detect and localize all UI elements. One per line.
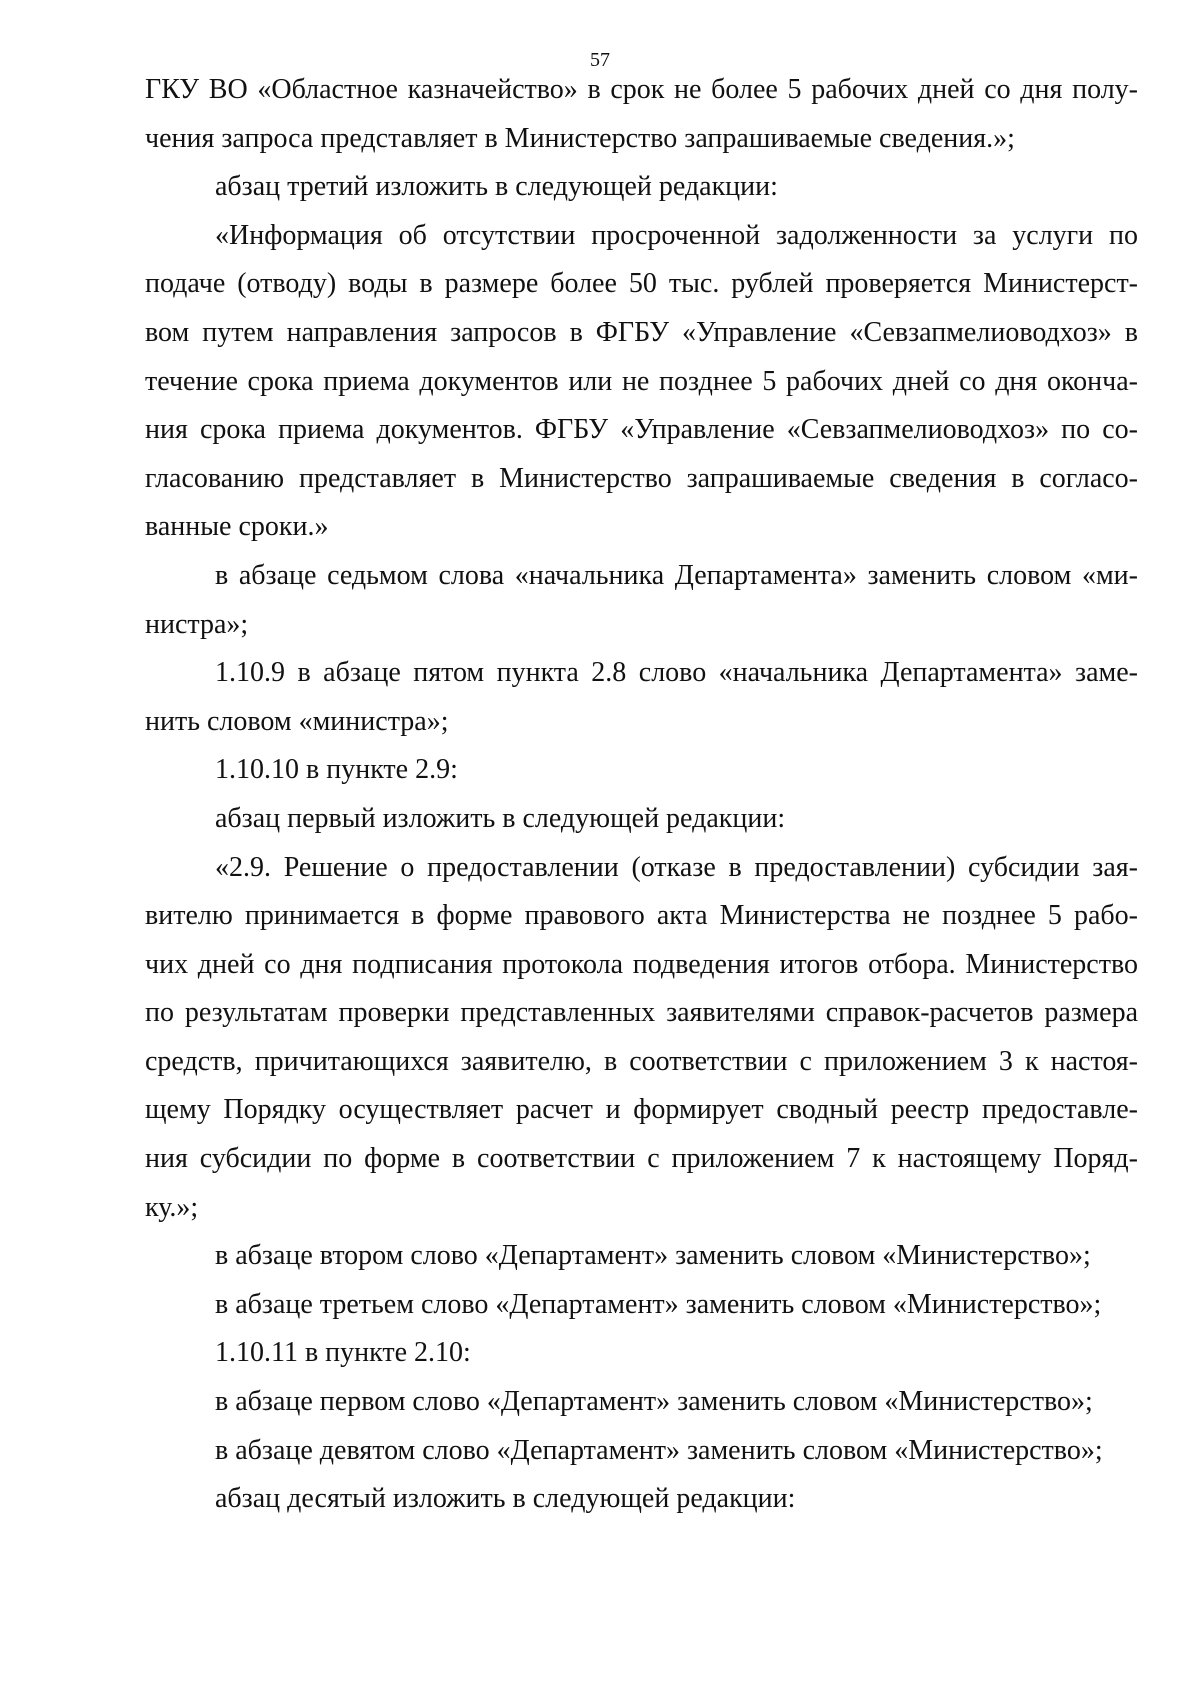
- text-line: средств, причитающихся заявителю, в соответствии с приложением 3 к настоя-: [145, 1045, 1138, 1077]
- text-line: нить словом «министра»;: [145, 705, 449, 737]
- text-line: в абзаце третьем слово «Департамент» заменить словом «Министерство»;: [215, 1288, 1102, 1320]
- text-line: вом путем направления запросов в ФГБУ «Управление «Севзапмелиоводхоз» в: [145, 316, 1138, 348]
- text-line: «Информация об отсутствии просроченной задолженности за услуги по: [215, 219, 1138, 251]
- text-line: ку.»;: [145, 1191, 199, 1223]
- text-line: в абзаце седьмом слова «начальника Департамента» заменить словом «ми-: [215, 559, 1138, 591]
- text-line: чих дней со дня подписания протокола подведения итогов отбора. Министерство: [145, 948, 1138, 980]
- text-line: абзац первый изложить в следующей редакции:: [215, 802, 786, 834]
- text-line: в абзаце девятом слово «Департамент» заменить словом «Министерство»;: [215, 1434, 1103, 1466]
- text-line: по результатам проверки представленных заявителями справок-расчетов размера: [145, 997, 1138, 1029]
- text-line: ванные сроки.»: [145, 511, 329, 543]
- text-line: подаче (отводу) воды в размере более 50 тыс. рублей проверяется Министерст-: [145, 268, 1138, 300]
- text-line: 1.10.9 в абзаце пятом пункта 2.8 слово «начальника Департамента» заме-: [215, 657, 1138, 689]
- text-line: ГКУ ВО «Областное казначейство» в срок не более 5 рабочих дней со дня полу-: [145, 74, 1138, 105]
- text-line: чения запроса представляет в Министерство запрашиваемые сведения.»;: [145, 122, 1015, 154]
- text-line: в абзаце первом слово «Департамент» заменить словом «Министерство»;: [215, 1386, 1093, 1418]
- text-line: течение срока приема документов или не позднее 5 рабочих дней со дня оконча-: [145, 365, 1138, 397]
- text-line: ния субсидии по форме в соответствии с приложением 7 к настоящему Поряд-: [145, 1143, 1138, 1175]
- text-line: абзац десятый изложить в следующей редакции:: [215, 1483, 796, 1515]
- text-line: вителю принимается в форме правового акта Министерства не позднее 5 рабо-: [145, 900, 1138, 932]
- text-line: 1.10.10 в пункте 2.9:: [215, 754, 458, 786]
- text-line: нистра»;: [145, 608, 249, 640]
- text-line: гласованию представляет в Министерство запрашиваемые сведения в согласо-: [145, 462, 1138, 494]
- text-line: в абзаце втором слово «Департамент» заменить словом «Министерство»;: [215, 1240, 1091, 1272]
- text-line: ния срока приема документов. ФГБУ «Управление «Севзапмелиоводхоз» по со-: [145, 414, 1138, 446]
- text-line: абзац третий изложить в следующей редакции:: [215, 171, 778, 203]
- text-line: щему Порядку осуществляет расчет и формирует сводный реестр предоставле-: [145, 1094, 1138, 1126]
- text-line: 1.10.11 в пункте 2.10:: [215, 1337, 471, 1369]
- page-number: 57: [590, 49, 610, 71]
- text-line: «2.9. Решение о предоставлении (отказе в предоставлении) субсидии зая-: [215, 851, 1138, 883]
- document-body: [145, 66, 1138, 1524]
